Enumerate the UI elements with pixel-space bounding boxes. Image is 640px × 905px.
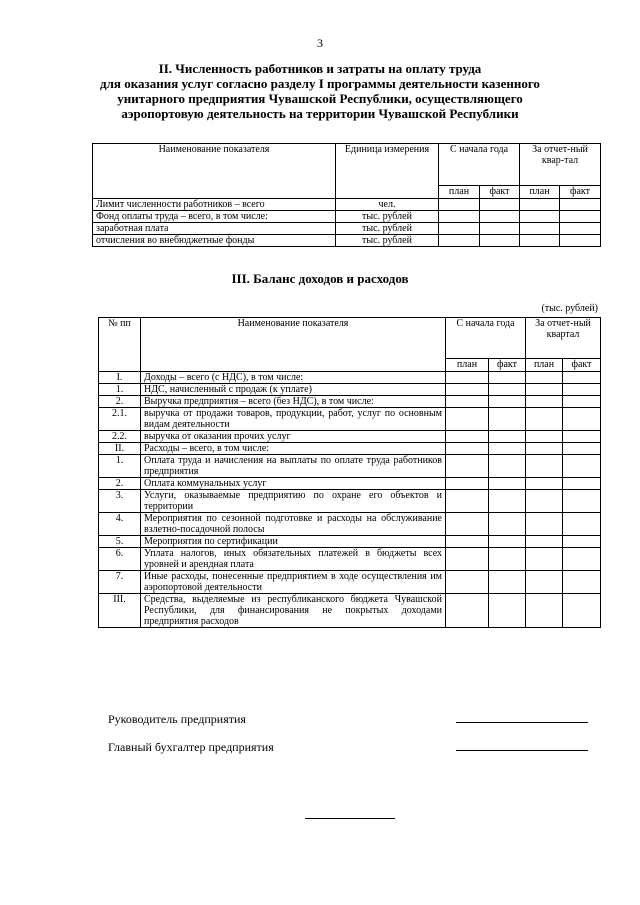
row-num: 1. — [99, 384, 141, 396]
cell-empty — [446, 478, 489, 490]
cell-empty — [446, 513, 489, 536]
cell-empty — [489, 372, 526, 384]
row-name: Мероприятия по сертификации — [141, 536, 446, 548]
footer-divider — [305, 818, 395, 819]
row-name: заработная плата — [93, 223, 336, 235]
header-quarter: За отчет-ный квартал — [526, 318, 601, 359]
row-num: II. — [99, 443, 141, 455]
cell-empty — [489, 548, 526, 571]
cell-empty — [526, 548, 563, 571]
table-row — [99, 536, 601, 548]
cell-empty — [489, 571, 526, 594]
cell-empty — [489, 455, 526, 478]
cell-empty — [489, 513, 526, 536]
row-num: 7. — [99, 571, 141, 594]
row-name: выручка от продажи товаров, продукции, работ, услуг по основным видам деятельности — [141, 408, 446, 431]
row-unit: тыс. рублей — [336, 235, 439, 247]
cell-empty — [446, 431, 489, 443]
row-unit: тыс. рублей — [336, 223, 439, 235]
table-row — [93, 199, 601, 211]
cell-empty — [446, 536, 489, 548]
cell-empty — [446, 443, 489, 455]
cell-empty — [489, 431, 526, 443]
header-plan: план — [446, 359, 489, 372]
row-num: 4. — [99, 513, 141, 536]
table-row — [99, 443, 601, 455]
cell-empty — [563, 408, 601, 431]
accountant-label: Главный бухгалтер предприятия — [108, 740, 274, 754]
staff-costs-table — [92, 143, 601, 247]
cell-empty — [560, 199, 601, 211]
section2-title-line: для оказания услуг согласно разделу I программы деятельности казенного — [100, 76, 540, 91]
header-fact: факт — [563, 359, 601, 372]
table-row — [99, 594, 601, 628]
cell-empty — [446, 594, 489, 628]
row-name: Доходы – всего (с НДС), в том числе: — [141, 372, 446, 384]
cell-empty — [489, 478, 526, 490]
row-name: отчисления во внебюджетные фонды — [93, 235, 336, 247]
cell-empty — [446, 571, 489, 594]
cell-empty — [526, 490, 563, 513]
cell-empty — [560, 223, 601, 235]
cell-empty — [446, 490, 489, 513]
cell-empty — [526, 455, 563, 478]
table-header-row — [93, 144, 601, 186]
cell-empty — [563, 513, 601, 536]
cell-empty — [563, 478, 601, 490]
cell-empty — [563, 594, 601, 628]
cell-empty — [526, 594, 563, 628]
row-name: Оплата труда и начисления на выплаты по оплате труда работников предприятия — [141, 455, 446, 478]
header-ytd: С начала года — [446, 318, 526, 359]
row-num: I. — [99, 372, 141, 384]
row-num: 2.1. — [99, 408, 141, 431]
cell-empty — [489, 443, 526, 455]
cell-empty — [560, 211, 601, 223]
section2-title-line: II. Численность работников и затраты на оплату труда — [158, 61, 482, 76]
cell-empty — [526, 372, 563, 384]
cell-empty — [563, 548, 601, 571]
cell-empty — [526, 408, 563, 431]
row-name: Расходы – всего, в том числе: — [141, 443, 446, 455]
cell-empty — [439, 211, 480, 223]
row-unit: чел. — [336, 199, 439, 211]
section3-title: III. Баланс доходов и расходов — [231, 271, 409, 286]
cell-empty — [439, 235, 480, 247]
cell-empty — [489, 536, 526, 548]
cell-empty — [446, 372, 489, 384]
page-number: 3 — [317, 36, 323, 50]
cell-empty — [520, 223, 560, 235]
table-row — [99, 384, 601, 396]
cell-empty — [489, 384, 526, 396]
cell-empty — [560, 235, 601, 247]
cell-empty — [446, 384, 489, 396]
table-header-row — [99, 318, 601, 359]
header-quarter: За отчет-ный квар-тал — [520, 144, 601, 186]
cell-empty — [526, 384, 563, 396]
cell-empty — [489, 396, 526, 408]
cell-empty — [489, 490, 526, 513]
row-name: Уплата налогов, иных обязательных платежей в бюджеты всех уровней и арендная плата — [141, 548, 446, 571]
cell-empty — [563, 372, 601, 384]
header-fact: факт — [489, 359, 526, 372]
row-name: Средства, выделяемые из республиканского бюджета Чувашской Республики, для финансирования не покрытых доходами предприятия расходов — [141, 594, 446, 628]
section2-title — [60, 61, 580, 121]
row-num: 6. — [99, 548, 141, 571]
table-row — [99, 431, 601, 443]
director-signature-line[interactable] — [456, 722, 588, 723]
row-num: 1. — [99, 455, 141, 478]
cell-empty — [520, 211, 560, 223]
row-num: 2. — [99, 396, 141, 408]
cell-empty — [563, 396, 601, 408]
table-row — [99, 513, 601, 536]
table-row — [99, 396, 601, 408]
cell-empty — [526, 431, 563, 443]
cell-empty — [439, 223, 480, 235]
section2-title-line: унитарного предприятия Чувашской Республики, осуществляющего — [117, 91, 523, 106]
header-num: № пп — [99, 318, 141, 372]
cell-empty — [526, 478, 563, 490]
cell-empty — [446, 455, 489, 478]
row-name: Фонд оплаты труда – всего, в том числе: — [93, 211, 336, 223]
table-row — [99, 548, 601, 571]
section2-title-line: аэропортовую деятельность на территории Чувашской Республики — [121, 106, 519, 121]
header-indicator-name: Наименование показателя — [141, 318, 446, 372]
cell-empty — [446, 548, 489, 571]
cell-empty — [563, 536, 601, 548]
header-plan: план — [520, 186, 560, 199]
row-name: Услуги, оказываемые предприятию по охране его объектов и территории — [141, 490, 446, 513]
cell-empty — [563, 455, 601, 478]
table-row — [99, 372, 601, 384]
table-row — [93, 223, 601, 235]
header-fact: факт — [560, 186, 601, 199]
row-num: III. — [99, 594, 141, 628]
header-indicator-name: Наименование показателя — [93, 144, 336, 199]
cell-empty — [563, 431, 601, 443]
cell-empty — [480, 235, 520, 247]
cell-empty — [489, 408, 526, 431]
cell-empty — [480, 199, 520, 211]
units-note: (тыс. рублей) — [541, 303, 598, 314]
row-name: Выручка предприятия – всего (без НДС), в том числе: — [141, 396, 446, 408]
row-name: Мероприятия по сезонной подготовке и расходы на обслуживание взлетно-посадочной полосы — [141, 513, 446, 536]
header-plan: план — [526, 359, 563, 372]
cell-empty — [526, 536, 563, 548]
cell-empty — [526, 513, 563, 536]
table-row — [93, 211, 601, 223]
cell-empty — [526, 443, 563, 455]
cell-empty — [563, 443, 601, 455]
cell-empty — [446, 408, 489, 431]
cell-empty — [520, 199, 560, 211]
income-expense-table — [98, 317, 601, 628]
row-name: выручка от оказания прочих услуг — [141, 431, 446, 443]
row-name: НДС, начисленный с продаж (к уплате) — [141, 384, 446, 396]
table-row — [99, 571, 601, 594]
header-unit: Единица измерения — [336, 144, 439, 199]
cell-empty — [446, 396, 489, 408]
row-name: Лимит численности работников – всего — [93, 199, 336, 211]
row-num: 2. — [99, 478, 141, 490]
table-row — [99, 490, 601, 513]
table-row — [99, 408, 601, 431]
cell-empty — [563, 571, 601, 594]
cell-empty — [520, 235, 560, 247]
cell-empty — [563, 384, 601, 396]
cell-empty — [526, 571, 563, 594]
header-plan: план — [439, 186, 480, 199]
row-num: 2.2. — [99, 431, 141, 443]
director-label: Руководитель предприятия — [108, 712, 246, 726]
header-fact: факт — [480, 186, 520, 199]
row-name: Оплата коммунальных услуг — [141, 478, 446, 490]
header-ytd: С начала года — [439, 144, 520, 186]
row-num: 3. — [99, 490, 141, 513]
cell-empty — [563, 490, 601, 513]
table-row — [99, 478, 601, 490]
cell-empty — [526, 396, 563, 408]
cell-empty — [439, 199, 480, 211]
cell-empty — [480, 223, 520, 235]
row-name: Иные расходы, понесенные предприятием в ходе осуществления им аэропортовой деятельности — [141, 571, 446, 594]
cell-empty — [480, 211, 520, 223]
row-unit: тыс. рублей — [336, 211, 439, 223]
cell-empty — [489, 594, 526, 628]
table-row — [99, 455, 601, 478]
row-num: 5. — [99, 536, 141, 548]
table-row — [93, 235, 601, 247]
accountant-signature-line[interactable] — [456, 750, 588, 751]
